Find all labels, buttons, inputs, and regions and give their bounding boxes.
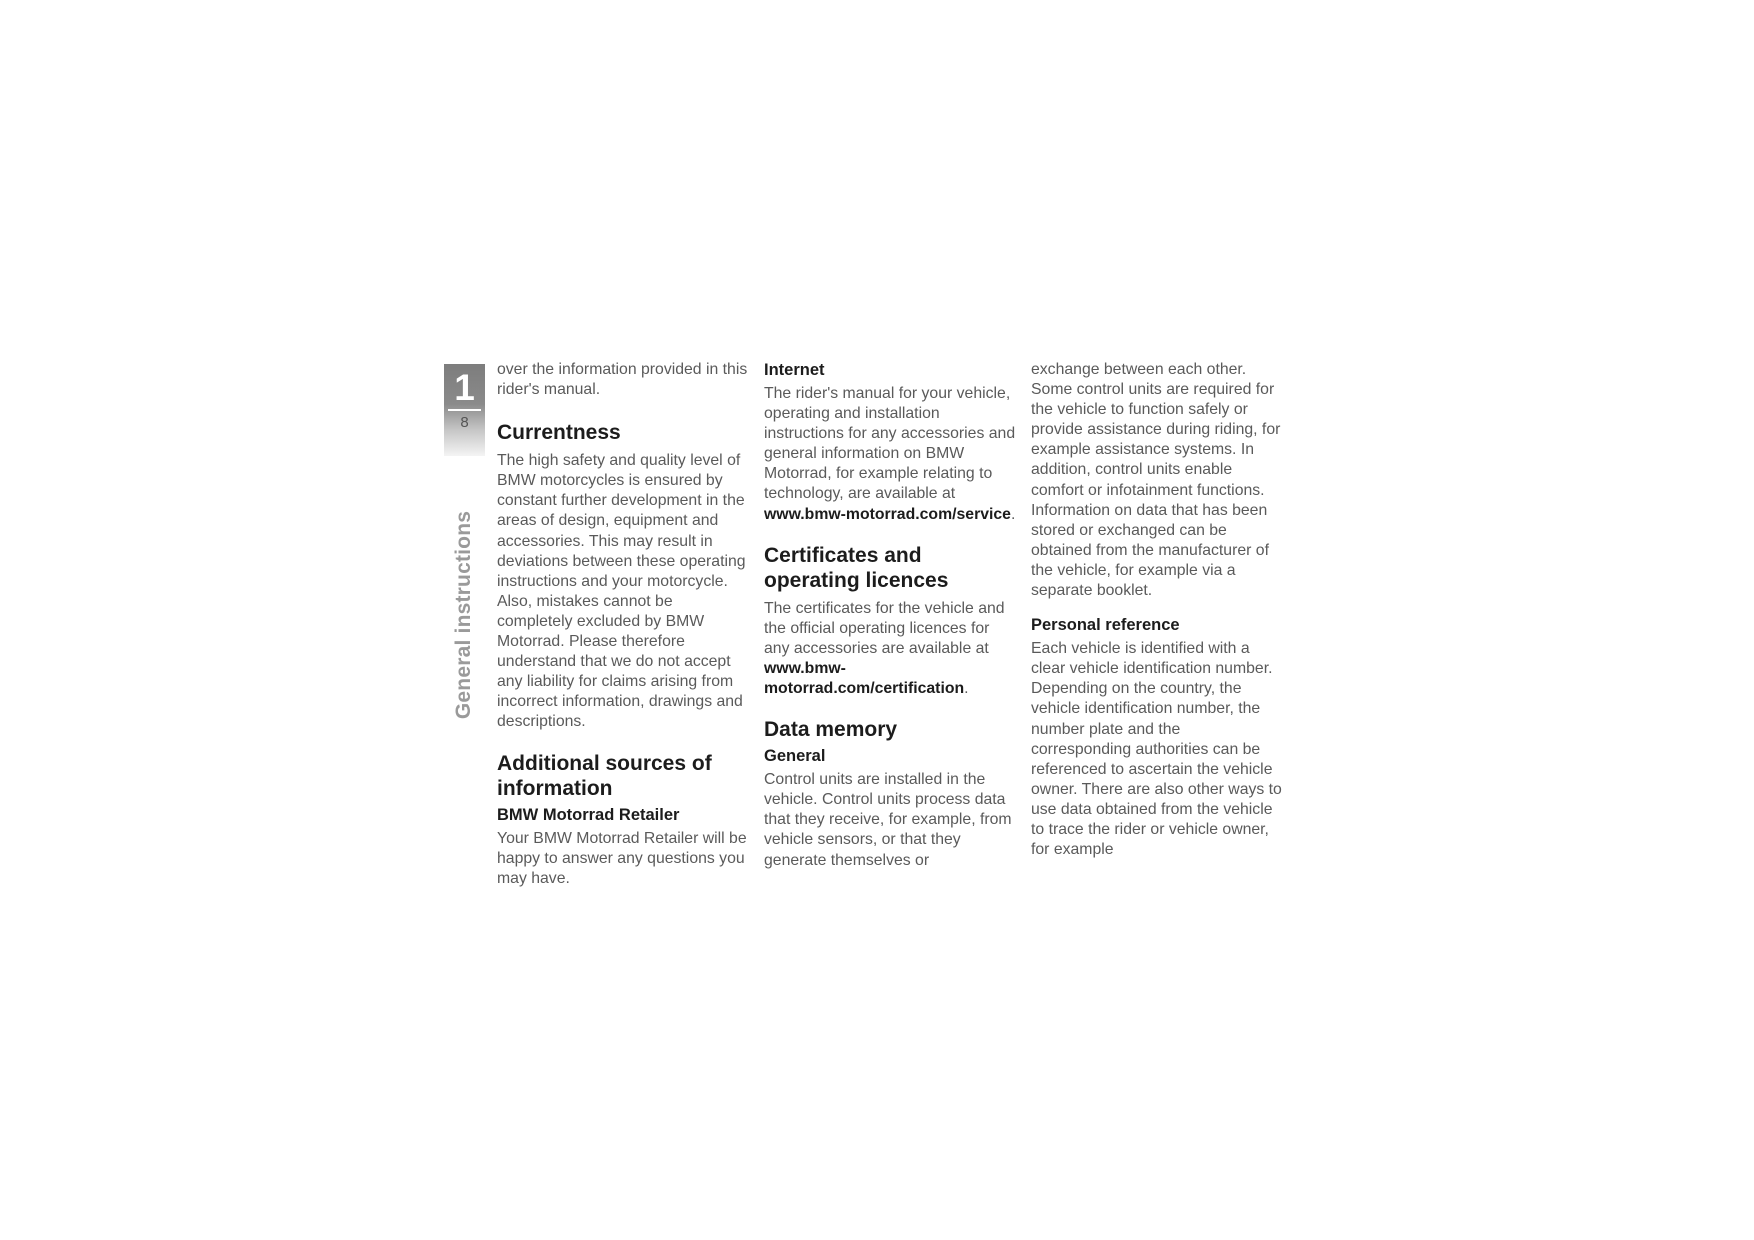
internet-text: The rider's manual for your vehicle, operating and installation instructions for any accessories and general information on BMW Motorrad, for example relating to technology, are available at: [764, 385, 1016, 503]
personal-reference-text: Each vehicle is identified with a clear vehicle identification number. Depending on the country, the vehicle identification number, the number plate and the corresponding authorities can be referenced to ascertain the vehicle owner. There are also other ways to use data obtained from the vehicle to trace the rider or vehicle owner, for example: [1031, 640, 1282, 859]
chapter-title: General instructions: [452, 510, 475, 720]
column-2: [764, 360, 1016, 871]
continued-text: exchange between each other. Some control units are required for the vehicle to function safely or provide assistance during riding, for example assistance systems. In addition, control units enable comfort or infotainment functions.: [1031, 361, 1281, 499]
chapter-tab: [444, 364, 485, 456]
data-memory-heading: Data memory: [764, 718, 898, 742]
column-1: [497, 360, 749, 889]
currentness-text: The high safety and quality level of BMW motorcycles is ensured by constant further development in the areas of design, equipment and accessories. This may result in deviations between these operating instructions and your motorcycle. Also, mistakes cannot be completely excluded by BMW Motorrad. Please therefore understand that we do not accept any liability for claims arising from incorrect information, drawings and descriptions.: [497, 452, 746, 731]
internet-paragraph: The rider's manual for your vehicle, operating and installation instructions for any accessories and general information on BMW Motorrad, for example relating to technology, are available at www.bmw-motorrad.com/service.: [764, 385, 1016, 523]
chapter-number: 1: [454, 367, 475, 408]
currentness-heading: Currentness: [497, 421, 621, 445]
retailer-text: Your BMW Motorrad Retailer will be happy to answer any questions you may have.: [497, 829, 747, 887]
page-number: 8: [460, 414, 469, 431]
certificates-paragraph: The certificates for the vehicle and the official operating licences for any accessories are available at www.bmw-motorrad.com/certification.: [764, 599, 1005, 698]
certification-link[interactable]: www.bmw-motorrad.com/certification: [764, 659, 965, 698]
service-link[interactable]: www.bmw-motorrad.com/service: [764, 505, 1011, 523]
sources-heading: Additional sources of information: [497, 751, 712, 800]
personal-reference-heading: Personal reference: [1031, 616, 1180, 635]
chapter-divider: [448, 409, 481, 411]
internet-heading: Internet: [764, 361, 825, 379]
certificates-heading: Certificates and operating licences: [764, 543, 949, 592]
info-text: Information on data that has been stored or exchanged can be obtained from the manufacturer of the vehicle, for example via a separate booklet.: [1031, 501, 1269, 600]
retailer-heading: BMW Motorrad Retailer: [497, 805, 680, 824]
column-3: [1031, 360, 1283, 860]
general-text: Control units are installed in the vehicle. Control units process data that they receive, for example, from vehicle sensors, or that they generate themselves or: [764, 771, 1012, 869]
general-heading: General: [764, 747, 826, 766]
intro-text: over the information provided in this rider's manual.: [497, 361, 748, 399]
certificates-text: The certificates for the vehicle and the official operating licences for any accessories are available at: [764, 599, 1005, 657]
